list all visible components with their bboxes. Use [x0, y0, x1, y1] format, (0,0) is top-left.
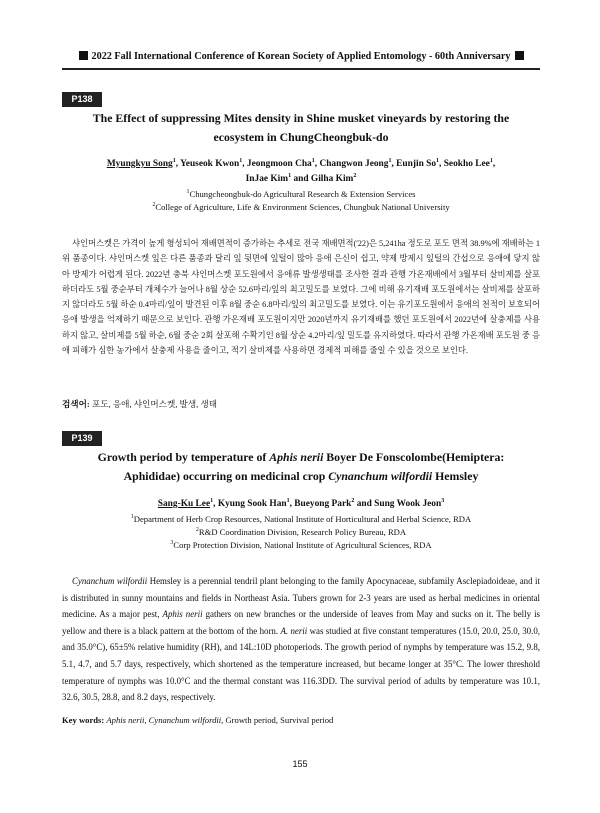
square-bullet-icon — [79, 51, 88, 60]
author-name: InJae Kim — [245, 174, 289, 184]
keywords-text: , Growth period, Survival period — [221, 715, 334, 725]
author-name: Sang-Ku Lee — [157, 499, 211, 509]
square-bullet-icon — [515, 51, 524, 60]
author-list-p139: Sang-Ku Lee$^1$, Kyung Sook Han$^1$, Bueyong Park$^2$ and Sung Wook Jeon$^3$ — [157, 498, 445, 509]
title-part: Hemsley — [432, 469, 479, 483]
keyword-species: Aphis nerii — [106, 715, 145, 725]
affiliations-p139 — [62, 513, 540, 552]
affiliation — [62, 526, 540, 539]
abstract-title-p139 — [62, 448, 540, 486]
keywords-label: 검색어: — [62, 399, 90, 409]
affiliation — [62, 188, 540, 201]
author-list-p138 — [62, 157, 540, 187]
keywords-label: Key words: — [62, 715, 105, 725]
affiliation-text: R&D Coordination Division, Research Policy Bureau, RDA — [198, 527, 407, 537]
author-sup: 1 — [311, 158, 315, 164]
affiliation-text: Corp Protection Division, National Institute of Agricultural Sciences, RDA — [173, 540, 432, 550]
species-name: Aphis nerii — [162, 609, 203, 620]
affiliation-sup: 1 — [186, 189, 190, 195]
author-name: Sung Wook Jeon — [374, 499, 442, 509]
author-sup: 1 — [288, 173, 292, 179]
title-species: Cynanchum wilfordii — [328, 469, 433, 483]
abstract-text: gathers on new branches or the underside of leaves from May and sucks on it. The belly is yellow and there is a black pattern at the bottom of the horn. — [62, 609, 540, 636]
title-part: Boyer De Fonscolombe(Hemiptera: — [323, 450, 505, 464]
affiliation — [62, 201, 540, 214]
species-name: A. nerii — [280, 625, 308, 636]
affiliation-text: Department of Herb Crop Resources, National Institute of Horticultural and Herbal Science, RDA — [133, 514, 472, 524]
keywords-p139 — [62, 713, 540, 727]
title-line: The Effect of suppressing Mites density in Shine musket vineyards by restoring the — [92, 111, 510, 125]
species-name: Cynanchum wilfordii — [72, 576, 148, 586]
title-line: ecosystem in ChungCheongbuk-do — [213, 130, 389, 144]
affiliations-p138 — [62, 188, 540, 214]
author-sup: 1 — [436, 158, 440, 164]
affiliation-text: College of Agriculture, Life & Environment Sciences, Chungbuk National University — [155, 202, 450, 212]
affiliation-sup: 3 — [170, 540, 174, 546]
affiliation-sup: 1 — [130, 514, 134, 520]
author-sup: 2 — [353, 173, 357, 179]
abstract-title-p138 — [62, 109, 540, 147]
author-sup: 1 — [172, 158, 176, 164]
conference-header — [62, 50, 540, 70]
abstract-text: Hemsley is a perennial tendril plant belonging to the family Apocynaceae, subfamily Asclepiadoideae, and it is distributed in sunny mountains and fields in Northeast Asia. Tubers grown for 2-3 years are used as herbal medicines in oriental medicine. As a major pest, — [62, 576, 540, 620]
author-name: Gilha Kim — [310, 174, 354, 184]
title-part: Growth period by temperature of — [97, 450, 270, 464]
affiliation-sup: 2 — [152, 202, 156, 208]
abstract-text: was studied at five constant temperatures (15.0, 20.0, 25.0, 30.0, and 35.0°C), 65±5% relative humidity (RH), and 14L:10D photoperiods. The growth period of nymphs by temperature was 15.2, 9.8, 5.1, 4.7, and 5.7 days, respectively, which shortened as the temperature increased, but became longer at 35°C. The lower threshold temperature of nymphs was 10.0°C and the thermal constant was 116.3DD. The survival period of adults by temperature was 10.1, 32.6, 30.5, 28.8, and 8.2 days, respectively. — [62, 625, 540, 703]
abstract-body-p139 — [62, 573, 540, 706]
keywords-p138 — [62, 397, 540, 411]
author-name: Seokho Lee — [443, 159, 490, 169]
affiliation — [62, 539, 540, 552]
page-number: 155 — [292, 759, 308, 769]
abstract-tag-p139: P139 — [62, 431, 102, 446]
author-sup: 1 — [489, 158, 493, 164]
author-sup: 2 — [351, 498, 355, 504]
author-sup: 1 — [286, 498, 290, 504]
affiliation-text: Chungcheongbuk-do Agricultural Research & Extension Services — [189, 189, 416, 199]
keywords-text: 포도, 응애, 샤인머스켓, 발생, 생태 — [91, 399, 218, 409]
keyword-species: Cynanchum wilfordii — [148, 715, 222, 725]
author-sup: 3 — [441, 498, 445, 504]
keyword-separator: , — [144, 715, 149, 725]
title-species: Aphis nerii — [269, 450, 324, 464]
author-name: Myungkyu Song — [106, 159, 173, 169]
abstract-text: 샤인머스켓은 가격이 높게 형성되어 재배면적이 증가하는 추세로 전국 재배면적('22)은 5,241ha 정도로 포도 면적 38.9%에 재배하는 1위 품종이다. 샤인머스켓 잎은 다른 품종과 달리 잎 뒷면에 잎털이 많아 응애 은신이 쉽고, 약제 방제시 잎털의 간섭으로 응애에 닿지 않아 방제가 어렵게 된다. 2022년 충북 샤인머스켓 포도원에서 응애류 발생생태를 조사한 결과 관행 가온재배에서 3월부터 살비제를 살포하더라도 5월 중순부터 개체수가 늘어나 8월 상순 52.6마리/잎의 최고밀도를 보였다. 그에 비해 유기재배 포도원에서는 살비제를 살포하지 않더라도 5월 하순 0.4마리/잎이 발견된 이후 8월 중순 6.8마리/잎의 최고밀도를 보였다. 이는 유기포도원에서 응애의 천적이 보호되어 응애 발생을 억제하기 때문으로 보인다. 관행 가온재배 포도원이지만 2020년까지 유기재배를 했던 포도원에서 2022년에 살충제를 사용하지 않고, 살비제를 5월 하순, 6월 중순 2회 살포해 수확기인 8월 상순 4.2마리/잎 밀도를 유지하였다. 따라서 관행 가온재배 포도원 중 응애 피해가 심한 농가에서 살충제 사용을 줄이고, 적기 살비제를 사용하면 경제적 피해를 줄일 수 있을 것으로 보인다. — [62, 239, 540, 356]
author-name: Jeongmoon Cha — [246, 159, 312, 169]
author-sup: 1 — [388, 158, 392, 164]
abstract-tag-p138: P138 — [62, 92, 102, 107]
author-name: Kyung Sook Han — [217, 499, 287, 509]
conference-header-text: 2022 Fall International Conference of Korean Society of Applied Entomology - 60th Anniversary — [91, 51, 511, 62]
title-part: Aphididae) occurring on medicinal crop — [123, 469, 329, 483]
author-sup: 1 — [239, 158, 243, 164]
author-line: InJae Kim$^1$ and Gilha Kim$^2$ — [245, 173, 357, 184]
author-sup: 1 — [210, 498, 214, 504]
title-line — [62, 448, 540, 467]
author-name: Eunjin So — [396, 159, 437, 169]
abstract-body-p138 — [62, 236, 540, 358]
author-line: Myungkyu Song$^1$, Yeuseok Kwon$^1$, Jeongmoon Cha$^1$, Changwon Jeong$^1$, Eunjin So$^1$, Seokho Lee$^1$, — [106, 158, 496, 169]
author-name: Bueyong Park — [294, 499, 352, 509]
affiliation-sup: 2 — [195, 527, 199, 533]
author-name: Yeuseok Kwon — [180, 159, 240, 169]
author-name: Changwon Jeong — [319, 159, 389, 169]
affiliation — [62, 513, 540, 526]
title-line — [62, 467, 540, 486]
